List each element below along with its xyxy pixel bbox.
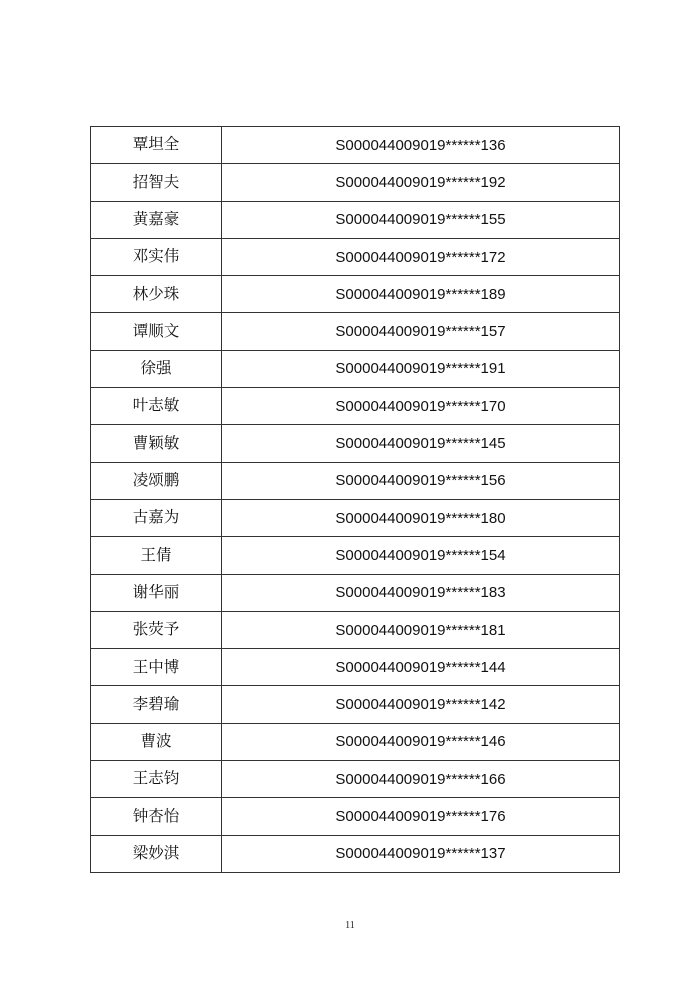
certificate-id-cell: S000044009019******154: [222, 537, 620, 574]
certificate-id-cell: S000044009019******137: [222, 835, 620, 872]
table-row: [91, 238, 620, 275]
certificate-id-cell: S000044009019******136: [222, 127, 620, 164]
table-row: [91, 574, 620, 611]
table-row: [91, 761, 620, 798]
table-row: [91, 798, 620, 835]
name-cell: 张荧予: [91, 611, 222, 648]
table-row: [91, 649, 620, 686]
table-row: [91, 537, 620, 574]
name-cell: 曹波: [91, 723, 222, 760]
name-cell: 曹颖敏: [91, 425, 222, 462]
certificate-id-cell: S000044009019******176: [222, 798, 620, 835]
name-cell: 王中博: [91, 649, 222, 686]
records-table: [90, 126, 620, 873]
certificate-id-cell: S000044009019******181: [222, 611, 620, 648]
name-cell: 王倩: [91, 537, 222, 574]
certificate-id-cell: S000044009019******156: [222, 462, 620, 499]
name-cell: 招智夫: [91, 164, 222, 201]
table-row: [91, 499, 620, 536]
table-row: [91, 350, 620, 387]
name-cell: 古嘉为: [91, 499, 222, 536]
name-cell: 王志钧: [91, 761, 222, 798]
certificate-id-cell: S000044009019******189: [222, 276, 620, 313]
table-row: [91, 425, 620, 462]
name-cell: 凌颂鹏: [91, 462, 222, 499]
name-cell: 黄嘉豪: [91, 201, 222, 238]
certificate-id-cell: S000044009019******191: [222, 350, 620, 387]
name-cell: 徐强: [91, 350, 222, 387]
table-row: [91, 388, 620, 425]
table-row: [91, 276, 620, 313]
name-cell: 谭顺文: [91, 313, 222, 350]
page-number: 11: [345, 920, 355, 931]
name-cell: 林少珠: [91, 276, 222, 313]
table-row: [91, 164, 620, 201]
certificate-id-cell: S000044009019******144: [222, 649, 620, 686]
table-row: [91, 313, 620, 350]
name-cell: 钟杏怡: [91, 798, 222, 835]
certificate-id-cell: S000044009019******170: [222, 388, 620, 425]
certificate-id-cell: S000044009019******172: [222, 238, 620, 275]
records-table-body: [91, 127, 620, 873]
table-row: [91, 201, 620, 238]
table-row: [91, 127, 620, 164]
table-row: [91, 835, 620, 872]
certificate-id-cell: S000044009019******192: [222, 164, 620, 201]
certificate-id-cell: S000044009019******145: [222, 425, 620, 462]
name-cell: 邓实伟: [91, 238, 222, 275]
certificate-id-cell: S000044009019******155: [222, 201, 620, 238]
name-cell: 覃坦全: [91, 127, 222, 164]
certificate-id-cell: S000044009019******142: [222, 686, 620, 723]
certificate-id-cell: S000044009019******146: [222, 723, 620, 760]
table-row: [91, 723, 620, 760]
table-row: [91, 462, 620, 499]
certificate-id-cell: S000044009019******180: [222, 499, 620, 536]
name-cell: 梁妙淇: [91, 835, 222, 872]
table-row: [91, 686, 620, 723]
name-cell: 谢华丽: [91, 574, 222, 611]
name-cell: 李碧瑜: [91, 686, 222, 723]
table-row: [91, 611, 620, 648]
certificate-id-cell: S000044009019******157: [222, 313, 620, 350]
name-cell: 叶志敏: [91, 388, 222, 425]
certificate-id-cell: S000044009019******183: [222, 574, 620, 611]
certificate-id-cell: S000044009019******166: [222, 761, 620, 798]
